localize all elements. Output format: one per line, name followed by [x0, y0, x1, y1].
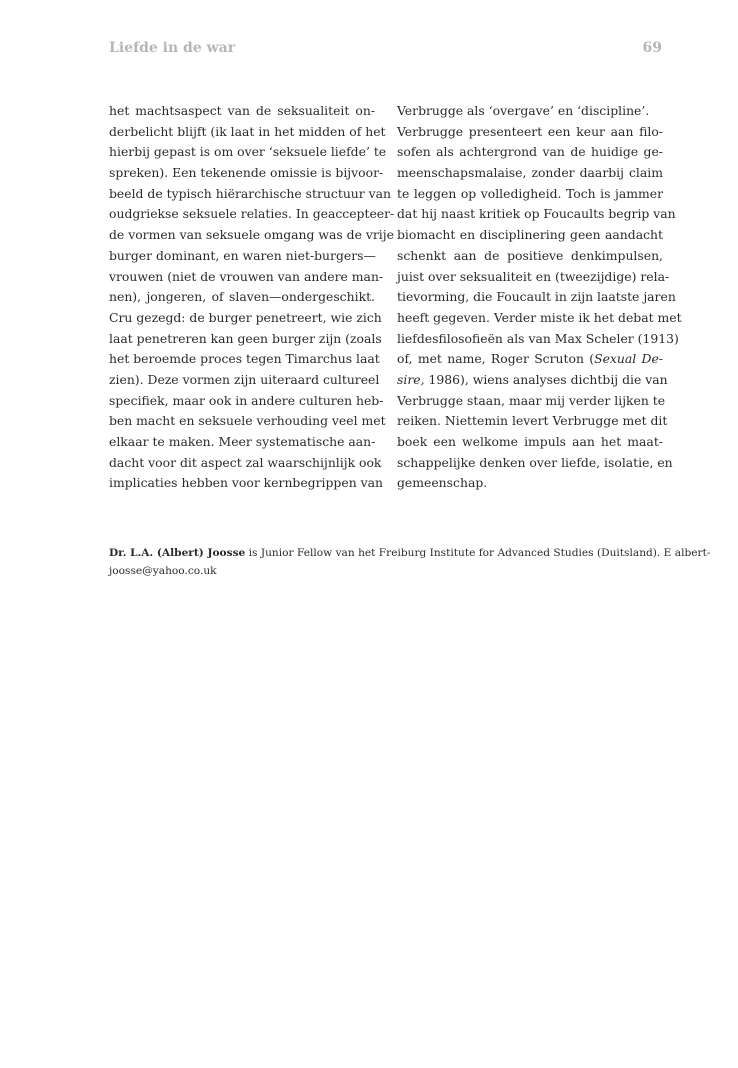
body-line: zien). Deze vormen zijn uiteraard cultureel: [109, 371, 380, 387]
body-text: 1986), wiens analyses dichtbij die van: [424, 371, 668, 387]
body-line: vrouwen (niet de vrouwen van andere man-: [109, 268, 384, 284]
body-line: oudgriekse seksuele relaties. In geaccepteer-: [109, 206, 395, 222]
body-text: of, met name, Roger Scruton (: [397, 351, 595, 367]
body-line: ben macht en seksuele verhouding veel met: [109, 413, 386, 429]
page-number: 69: [642, 40, 662, 56]
left-column: [109, 101, 395, 494]
body-line: reiken. Niettemin levert Verbrugge met dit: [397, 413, 668, 429]
running-head-title: Liefde in de war: [109, 40, 236, 56]
body-line: dacht voor dit aspect zal waarschijnlijk ook: [109, 454, 382, 470]
body-line: Verbrugge als ‘overgave’ en ‘discipline’.: [397, 103, 650, 118]
body-line: biomacht en disciplinering geen aandacht: [397, 227, 663, 243]
body-line: de vormen van seksuele omgang was de vrije: [109, 227, 394, 243]
author-note-line: [109, 545, 711, 563]
book-title-italic: Sexual De-: [594, 351, 663, 367]
body-line: implicaties hebben voor kernbegrippen van: [109, 475, 383, 491]
author-note-text: is Junior Fellow van het Freiburg Institute for Advanced Studies (Duitsland). E albert-: [245, 547, 711, 559]
author-email: joosse@yahoo.co.uk: [109, 564, 217, 577]
body-line: sofen als achtergrond van de huidige ge-: [397, 144, 663, 160]
body-line: boek een welkome impuls aan het maat-: [397, 434, 663, 449]
body-line: burger dominant, en waren niet-burgers—: [109, 247, 376, 263]
body-line: gemeenschap.: [397, 475, 488, 491]
body-line: liefdesfilosofieën als van Max Scheler (1913): [397, 330, 679, 346]
author-note: [109, 545, 711, 580]
author-name: Dr. L.A. (Albert) Joosse: [109, 547, 246, 559]
body-line: het beroemde proces tegen Timarchus laat: [109, 351, 380, 367]
body-line: hierbij gepast is om over ‘seksuele liefde’ te: [109, 144, 387, 160]
body-line: specifiek, maar ook in andere culturen heb-: [109, 392, 384, 408]
body-line: te leggen op volledigheid. Toch is jammer: [397, 185, 663, 201]
body-line: Verbrugge staan, maar mij verder lijken te: [397, 392, 666, 408]
body-line: heeft gegeven. Verder miste ik het debat met: [397, 309, 682, 325]
body-line: schenkt aan de positieve denkimpulsen,: [397, 247, 663, 263]
body-line: nen), jongeren, of slaven—ondergeschikt.: [109, 289, 375, 305]
body-line: derbelicht blijft (ik laat in het midden of het: [109, 123, 386, 139]
body-line: het machtsaspect van de seksualiteit on-: [109, 103, 375, 118]
body-line: tievorming, die Foucault in zijn laatste jaren: [397, 289, 676, 305]
right-column: [397, 101, 682, 494]
book-title-italic: sire,: [397, 371, 425, 387]
running-head: [109, 40, 662, 62]
body-line: laat penetreren kan geen burger zijn (zoals: [109, 330, 382, 346]
body-line: juist over seksualiteit en (tweezijdige) rela-: [397, 268, 670, 284]
body-line: schappelijke denken over liefde, isolatie, en: [397, 454, 673, 470]
body-line: spreken). Een tekenende omissie is bijvoor-: [109, 165, 384, 181]
body-line: beeld de typisch hiërarchische structuur van: [109, 185, 392, 201]
body-line: dat hij naast kritiek op Foucaults begrip van: [397, 206, 676, 222]
body-line: Verbrugge presenteert een keur aan filo-: [397, 123, 663, 139]
body-line: elkaar te maken. Meer systematische aan-: [109, 434, 376, 449]
body-line: meenschapsmalaise, zonder daarbij claim: [397, 165, 663, 181]
body-line: Cru gezegd: de burger penetreert, wie zich: [109, 309, 382, 325]
body-line-with-italic: [397, 349, 663, 370]
body-line-with-italic: [397, 370, 668, 391]
